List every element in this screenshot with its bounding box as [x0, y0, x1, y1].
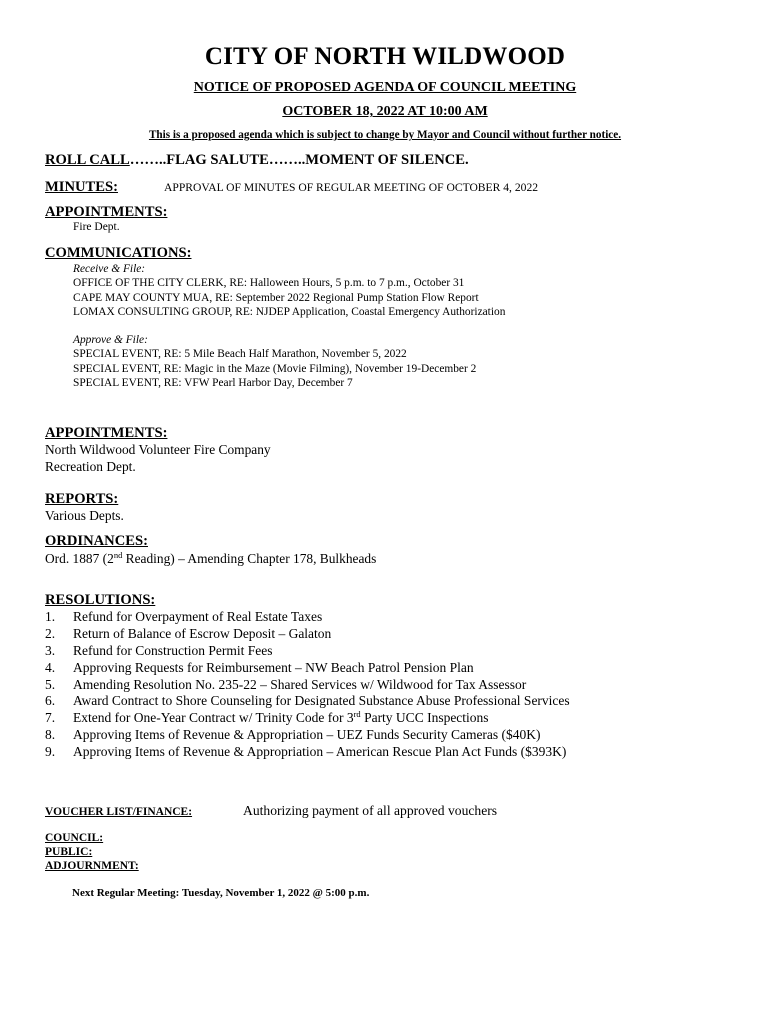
- approve-file-list: [73, 333, 476, 390]
- resolution-text-post: Party UCC Inspections: [360, 710, 489, 726]
- resolution-number: 4.: [45, 659, 56, 675]
- receive-file-label: Receive & File:: [73, 263, 146, 275]
- resolution-text: Award Contract to Shore Counseling for Designated Substance Abuse Professional Services: [73, 693, 570, 709]
- minutes-heading: MINUTES:: [45, 179, 118, 195]
- appointments-heading-1: APPOINTMENTS:: [45, 204, 168, 220]
- communication-item: SPECIAL EVENT, RE: Magic in the Maze (Movie Filming), November 19-December 2: [73, 362, 477, 375]
- resolution-text: Approving Requests for Reimbursement – NW Beach Patrol Pension Plan: [73, 659, 474, 675]
- receive-file-list: [73, 262, 505, 319]
- resolution-text: Approving Items of Revenue & Appropriation – UEZ Funds Security Cameras ($40K): [73, 727, 541, 743]
- ordinance-text-post: Reading) – Amending Chapter 178, Bulkheads: [122, 551, 377, 566]
- appointment-item: North Wildwood Volunteer Fire Company: [45, 442, 271, 457]
- next-meeting: Next Regular Meeting: Tuesday, November 1, 2022 @ 5:00 p.m.: [72, 887, 370, 899]
- resolution-number: 1.: [45, 609, 56, 624]
- roll-call-rest: ……..FLAG SALUTE……..MOMENT OF SILENCE.: [129, 152, 469, 168]
- resolutions-heading: RESOLUTIONS:: [45, 592, 156, 608]
- approve-file-label: Approve & File:: [73, 334, 148, 346]
- appointments-heading-2: APPOINTMENTS:: [45, 425, 168, 441]
- reports-heading: REPORTS:: [45, 491, 119, 507]
- resolution-number: 8.: [45, 727, 56, 743]
- resolution-text: Approving Items of Revenue & Appropriation – American Rescue Plan Act Funds ($393K): [73, 744, 567, 760]
- communication-item: LOMAX CONSULTING GROUP, RE: NJDEP Application, Coastal Emergency Authorization: [73, 305, 506, 318]
- resolution-number: 9.: [45, 744, 56, 760]
- ordinance-superscript: nd: [113, 550, 123, 560]
- voucher-text: Authorizing payment of all approved vouchers: [243, 803, 498, 818]
- disclaimer: This is a proposed agenda which is subject to change by Mayor and Council without further notice.: [148, 129, 622, 141]
- voucher-heading: VOUCHER LIST/FINANCE:: [45, 806, 193, 818]
- minutes-text: APPROVAL OF MINUTES OF REGULAR MEETING OF OCTOBER 4, 2022: [164, 181, 539, 194]
- resolution-text: Refund for Construction Permit Fees: [73, 642, 273, 658]
- appointment-item: Recreation Dept.: [45, 459, 136, 474]
- resolution-superscript: rd: [353, 709, 361, 720]
- report-item: Various Depts.: [45, 508, 124, 523]
- resolution-number: 5.: [45, 676, 56, 692]
- document-title: CITY OF NORTH WILDWOOD: [204, 43, 566, 70]
- resolution-number: 3.: [45, 642, 56, 658]
- roll-call-label: ROLL CALL: [45, 152, 130, 168]
- ordinances-heading: ORDINANCES:: [45, 533, 148, 549]
- adjournment-heading: ADJOURNMENT:: [45, 860, 139, 872]
- resolution-number: 6.: [45, 693, 56, 709]
- communication-item: CAPE MAY COUNTY MUA, RE: September 2022 Regional Pump Station Flow Report: [73, 291, 479, 304]
- resolution-text: [73, 710, 489, 727]
- communications-heading: COMMUNICATIONS:: [45, 245, 192, 261]
- roll-call-line: [45, 152, 469, 169]
- communication-item: OFFICE OF THE CITY CLERK, RE: Halloween Hours, 5 p.m. to 7 p.m., October 31: [73, 277, 465, 290]
- document-subtitle: NOTICE OF PROPOSED AGENDA OF COUNCIL MEETING: [193, 80, 577, 95]
- council-heading: COUNCIL:: [45, 832, 104, 844]
- meeting-date: OCTOBER 18, 2022 AT 10:00 AM: [282, 104, 488, 119]
- resolution-text-pre: Extend for One-Year Contract w/ Trinity Code for 3: [73, 710, 354, 726]
- ordinance-item: [45, 551, 376, 567]
- resolution-number: 7.: [45, 710, 56, 726]
- communication-item: SPECIAL EVENT, RE: 5 Mile Beach Half Marathon, November 5, 2022: [73, 348, 407, 361]
- ordinance-text-pre: Ord. 1887 (2: [45, 551, 114, 566]
- resolution-text: Return of Balance of Escrow Deposit – Galaton: [73, 625, 332, 641]
- appointment-item: Fire Dept.: [73, 221, 120, 233]
- resolution-text: Amending Resolution No. 235-22 – Shared Services w/ Wildwood for Tax Assessor: [73, 676, 527, 692]
- public-heading: PUBLIC:: [45, 846, 93, 858]
- resolution-text: Refund for Overpayment of Real Estate Taxes: [73, 609, 323, 624]
- communication-item: SPECIAL EVENT, RE: VFW Pearl Harbor Day, December 7: [73, 376, 353, 389]
- resolution-number: 2.: [45, 625, 56, 641]
